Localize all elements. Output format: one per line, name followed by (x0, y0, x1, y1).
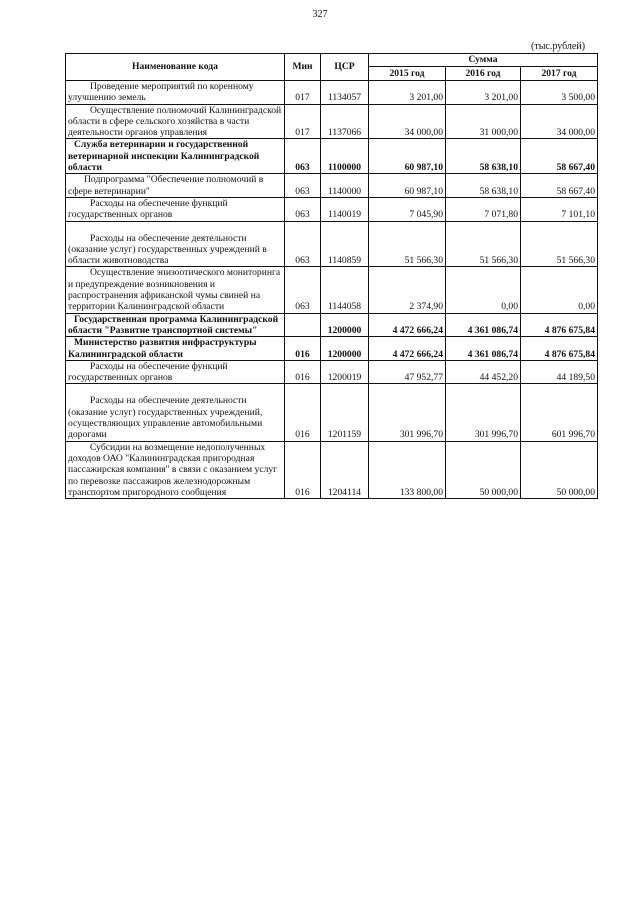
header-name: Наименование кода (66, 54, 285, 81)
row-2015: 301 996,70 (369, 384, 446, 441)
table-row (66, 337, 598, 361)
row-2015: 4 472 666,24 (369, 313, 446, 337)
table-row (66, 384, 598, 441)
header-year-2017: 2017 год (521, 67, 598, 81)
row-min: 063 (285, 221, 321, 267)
row-min (285, 313, 321, 337)
row-2016: 7 071,80 (446, 197, 521, 221)
row-min: 017 (285, 81, 321, 105)
row-2017: 4 876 675,84 (521, 313, 598, 337)
row-name-cell (66, 313, 285, 337)
row-csr: 1137066 (321, 104, 369, 139)
row-csr: 1144058 (321, 267, 369, 313)
row-2015: 60 987,10 (369, 174, 446, 198)
row-2016: 0,00 (446, 267, 521, 313)
row-name-cell (66, 337, 285, 361)
row-name: Государственная программа Калининградской области "Развитие транспортной системы" (68, 313, 279, 336)
row-2015: 7 045,90 (369, 197, 446, 221)
header-min: Мин (285, 54, 321, 81)
row-name-cell (66, 384, 285, 441)
row-min: 063 (285, 267, 321, 313)
header-year-2016: 2016 год (446, 67, 521, 81)
row-csr: 1140000 (321, 174, 369, 198)
row-name: Расходы на обеспечение функций государственных органов (68, 197, 228, 221)
row-2015: 60 987,10 (369, 139, 446, 174)
row-name-cell (66, 104, 285, 139)
row-name: Осуществление полномочий Калининградской области в сфере сельского хозяйства в части деятельности органов управления (68, 104, 282, 139)
row-name-cell (66, 81, 285, 105)
row-csr: 1140019 (321, 197, 369, 221)
row-2016: 3 201,00 (446, 81, 521, 105)
row-min: 016 (285, 360, 321, 384)
row-2016: 301 996,70 (446, 384, 521, 441)
table-row (66, 221, 598, 267)
row-name-cell (66, 139, 285, 174)
row-2016: 4 361 086,74 (446, 337, 521, 361)
table-row (66, 360, 598, 384)
row-name: Осуществление эпизоотического мониторинга и предупреждение возникновения и распространения африканской чумы свиней на территории Калининградской области (68, 267, 281, 313)
row-csr: 1200019 (321, 360, 369, 384)
row-2015: 2 374,90 (369, 267, 446, 313)
row-2015: 34 000,00 (369, 104, 446, 139)
row-2015: 3 201,00 (369, 81, 446, 105)
row-name: Расходы на обеспечение деятельности (оказание услуг) государственных учреждений, осуществляющих управление автомобильными дорогами (68, 395, 263, 441)
table-row (66, 81, 598, 105)
row-min: 063 (285, 197, 321, 221)
row-name-cell (66, 221, 285, 267)
row-2017: 3 500,00 (521, 81, 598, 105)
row-name-cell (66, 360, 285, 384)
row-name-cell (66, 441, 285, 498)
table-row (66, 441, 598, 498)
header-csr: ЦСР (321, 54, 369, 81)
page-number: 327 (312, 9, 328, 20)
row-2016: 44 452,20 (446, 360, 521, 384)
row-2016: 58 638,10 (446, 139, 521, 174)
row-name: Проведение мероприятий по коренному улучшению земель (68, 81, 254, 104)
row-2017: 7 101,10 (521, 197, 598, 221)
table-row (66, 313, 598, 337)
header-sum: Сумма (369, 54, 598, 67)
budget-table (65, 53, 598, 499)
row-csr: 1200000 (321, 337, 369, 361)
row-2016: 31 000,00 (446, 104, 521, 139)
row-2015: 47 952,77 (369, 360, 446, 384)
table-row (66, 267, 598, 313)
row-csr: 1204114 (321, 441, 369, 498)
row-min: 063 (285, 174, 321, 198)
row-name: Субсидии на возмещение недополученных доходов ОАО "Калининградская пригородная пассажирская компания" в связи с оказанием услуг по перевозке пассажиров железнодорожным транспортом пригородного сообщения (68, 441, 278, 498)
units-label: (тыс.рублей) (531, 41, 586, 52)
row-name: Служба ветеринарии и государственной ветеринарной инспекции Калининградской области (68, 139, 260, 174)
row-csr: 1201159 (321, 384, 369, 441)
row-2017: 51 566,30 (521, 221, 598, 267)
table-row (66, 197, 598, 221)
row-2017: 4 876 675,84 (521, 337, 598, 361)
row-2017: 601 996,70 (521, 384, 598, 441)
row-2015: 133 800,00 (369, 441, 446, 498)
row-min: 016 (285, 337, 321, 361)
row-2015: 4 472 666,24 (369, 337, 446, 361)
table-body (66, 81, 598, 499)
row-name-cell (66, 197, 285, 221)
table-row (66, 104, 598, 139)
row-2017: 58 667,40 (521, 139, 598, 174)
row-csr: 1134057 (321, 81, 369, 105)
row-name-cell (66, 174, 285, 198)
row-2017: 58 667,40 (521, 174, 598, 198)
row-2016: 51 566,30 (446, 221, 521, 267)
row-2016: 58 638,10 (446, 174, 521, 198)
table-row (66, 139, 598, 174)
row-min: 016 (285, 384, 321, 441)
row-csr: 1100000 (321, 139, 369, 174)
row-2017: 44 189,50 (521, 360, 598, 384)
row-min: 016 (285, 441, 321, 498)
row-2017: 50 000,00 (521, 441, 598, 498)
row-csr: 1140859 (321, 221, 369, 267)
table-header (66, 54, 598, 81)
row-name: Министерство развития инфраструктуры Калининградской области (68, 337, 257, 360)
table-row (66, 174, 598, 198)
row-name-cell (66, 267, 285, 313)
row-2017: 0,00 (521, 267, 598, 313)
row-min: 017 (285, 104, 321, 139)
row-2017: 34 000,00 (521, 104, 598, 139)
header-year-2015: 2015 год (369, 67, 446, 81)
row-min: 063 (285, 139, 321, 174)
row-name: Расходы на обеспечение деятельности (оказание услуг) государственных учреждений в области животноводства (68, 232, 267, 267)
row-2015: 51 566,30 (369, 221, 446, 267)
row-2016: 4 361 086,74 (446, 313, 521, 337)
row-csr: 1200000 (321, 313, 369, 337)
row-2016: 50 000,00 (446, 441, 521, 498)
row-name: Подпрограмма "Обеспечение полномочий в сфере ветеринарии" (68, 174, 264, 197)
row-name: Расходы на обеспечение функций государственных органов (68, 360, 228, 384)
